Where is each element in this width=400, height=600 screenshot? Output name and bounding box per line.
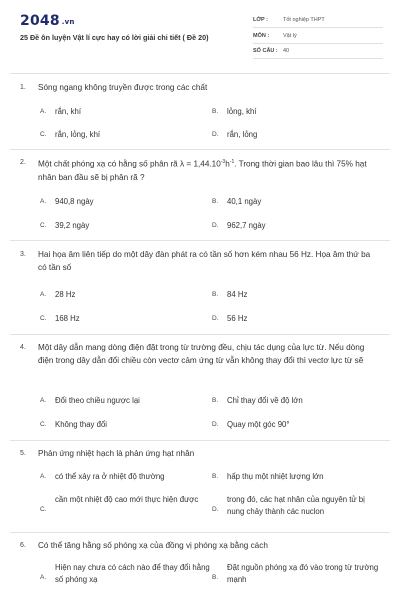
question-text: Một chất phóng xạ có hằng số phân rã $\lambda = 1,44.10^{-3}h^{-1}$. Trong thời gian bao lâu thì 75% hạt nhân ban đầu sẽ bị phân rã ?	[38, 159, 367, 182]
option-text[interactable]: có thể xảy ra ở nhiệt độ thường	[55, 472, 165, 481]
option-letter: D.	[212, 131, 219, 138]
document-title: 25 Đề ôn luyện Vật lí cực hay có lời giải chi tiết ( Đề 20)	[20, 33, 209, 42]
option-letter: A.	[40, 291, 47, 298]
question-text: Một dây dẫn mang dòng điện đặt trong từ trường đều, chịu tác dụng của lực từ. Nếu dòng điện trong dây dẫn đổi chiều còn vectơ cảm ứng từ vẫn không thay đổi thì vectơ lực từ sẽ	[38, 343, 365, 365]
meta-socau-label: SỐ CÂU :	[253, 48, 278, 54]
option-text[interactable]: Đặt nguồn phóng xạ đó vào trong từ trường mạnh	[227, 563, 379, 584]
option-letter: D.	[212, 315, 219, 322]
option-text[interactable]: Chỉ thay đổi về độ lớn	[227, 396, 303, 405]
logo-suffix: .vn	[61, 18, 75, 26]
option-text[interactable]: lỏng, khí	[227, 107, 257, 116]
question-text: Sóng ngang không truyền được trong các chất	[38, 83, 208, 92]
option-letter: B.	[212, 108, 219, 115]
option-letter: A.	[40, 397, 47, 404]
question-divider	[10, 532, 390, 533]
question-number: 4.	[20, 344, 26, 351]
meta-mon-value: Vật lý	[283, 33, 297, 39]
meta-socau	[253, 45, 383, 59]
option-letter: C.	[40, 131, 47, 138]
option-letter: D.	[212, 421, 219, 428]
option-text[interactable]: Quay một góc 90°	[227, 420, 290, 429]
meta-lop-value: Tốt nghiệp THPT	[283, 17, 325, 23]
option-letter: D.	[212, 222, 219, 229]
option-text[interactable]: 84 Hz	[227, 290, 248, 299]
question-divider	[10, 334, 390, 335]
option-text[interactable]: rắn, khí	[55, 107, 82, 116]
option-text[interactable]: 962,7 ngày	[227, 221, 266, 230]
option-letter: B.	[212, 574, 219, 581]
option-text[interactable]: 28 Hz	[55, 290, 76, 299]
logo-text: 2048	[20, 13, 60, 29]
question-text: Phản ứng nhiệt hạch là phản ứng hạt nhân	[38, 449, 195, 458]
question-text: Có thể tăng hằng số phóng xạ của đồng vị phóng xạ bằng cách	[38, 541, 268, 550]
option-letter: C.	[40, 222, 47, 229]
option-text[interactable]: 40,1 ngày	[227, 197, 262, 206]
question-number: 1.	[20, 84, 26, 91]
option-text[interactable]: hấp thụ một nhiệt lượng lớn	[227, 472, 324, 481]
option-text[interactable]: 940,8 ngày	[55, 197, 94, 206]
document-header	[0, 0, 400, 64]
option-letter: A.	[40, 198, 47, 205]
option-text[interactable]: 168 Hz	[55, 314, 80, 323]
question-divider	[10, 240, 390, 241]
option-letter: A.	[40, 108, 47, 115]
question-divider	[10, 149, 390, 150]
option-text[interactable]: Không thay đổi	[55, 420, 108, 429]
option-text[interactable]: Đổi theo chiều ngược lại	[55, 396, 140, 405]
meta-lop	[253, 14, 383, 28]
option-text[interactable]: Hiện nay chưa có cách nào để thay đổi hằng số phóng xạ	[55, 563, 210, 584]
option-text[interactable]: 39,2 ngày	[55, 221, 90, 230]
question-text: Hai họa âm liên tiếp do một dây đàn phát ra có tần số hơn kém nhau 56 Hz. Họa âm thứ ba có tần số	[38, 250, 371, 272]
option-letter: C.	[40, 315, 47, 322]
option-text[interactable]: 56 Hz	[227, 314, 248, 323]
option-letter: A.	[40, 473, 47, 480]
meta-mon-label: MÔN :	[253, 33, 270, 39]
option-letter: B.	[212, 291, 219, 298]
site-logo[interactable]	[20, 13, 75, 29]
option-letter: B.	[212, 473, 219, 480]
option-letter: D.	[212, 506, 219, 513]
question-number: 5.	[20, 450, 26, 457]
option-text[interactable]: trong đó, các hạt nhân của nguyên tử bị nung chảy thành các nuclon	[227, 495, 365, 516]
option-letter: A.	[40, 574, 47, 581]
question-number: 6.	[20, 542, 26, 549]
meta-lop-label: LỚP :	[253, 17, 268, 23]
header-divider	[10, 73, 390, 74]
meta-mon	[253, 30, 383, 44]
option-letter: B.	[212, 198, 219, 205]
question-number: 3.	[20, 251, 26, 258]
option-letter: B.	[212, 397, 219, 404]
option-text[interactable]: cần một nhiệt độ cao mới thực hiện được	[55, 495, 199, 504]
option-text[interactable]: rắn, lỏng, khí	[55, 130, 101, 139]
question-number: 2.	[20, 159, 26, 166]
option-letter: C.	[40, 506, 47, 513]
question-divider	[10, 440, 390, 441]
meta-socau-value: 40	[283, 48, 290, 54]
option-text[interactable]: rắn, lỏng	[227, 130, 258, 139]
option-letter: C.	[40, 421, 47, 428]
